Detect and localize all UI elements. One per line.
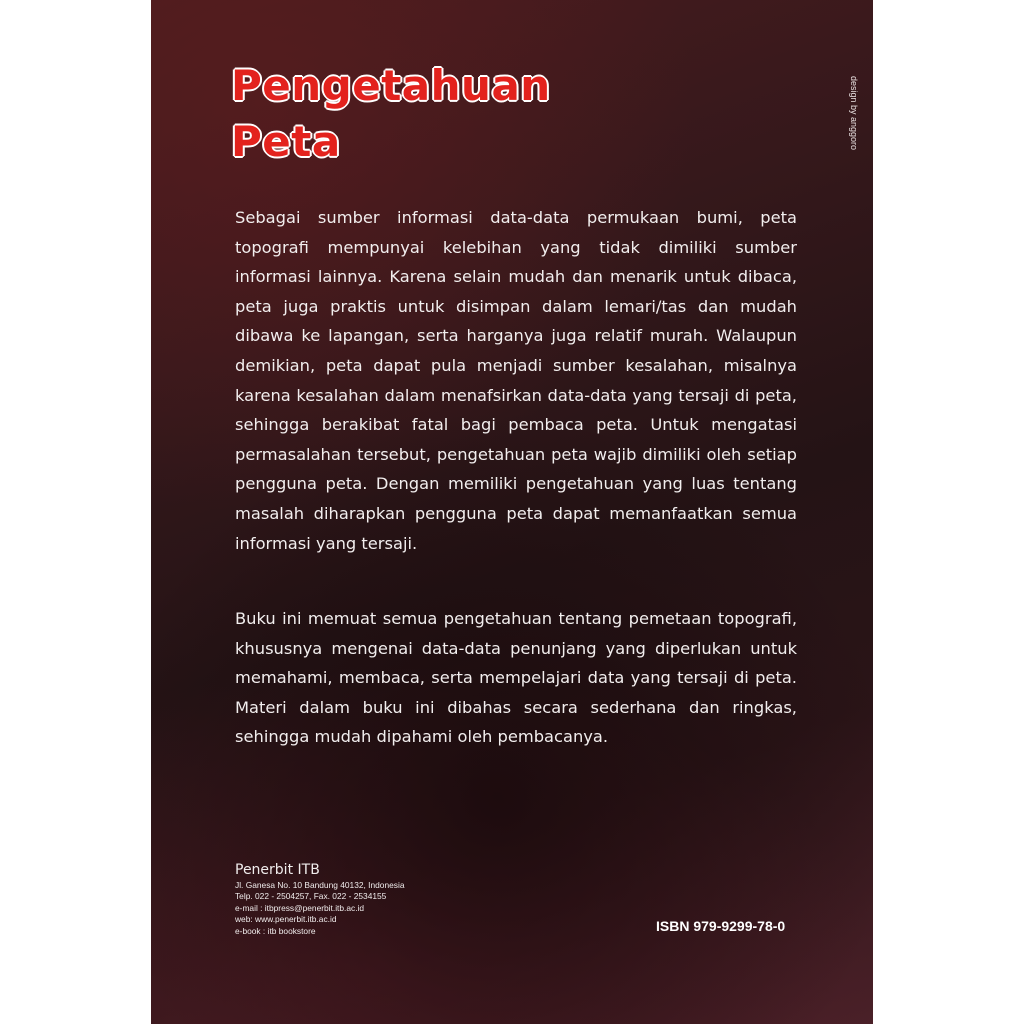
book-title-line-2: Peta	[231, 117, 341, 166]
publisher-name: Penerbit ITB	[235, 862, 320, 878]
isbn-number: ISBN 979-9299-78-0	[656, 918, 786, 934]
book-title-line-1: Pengetahuan	[231, 61, 551, 110]
book-back-cover	[151, 0, 873, 1024]
publisher-email: e-mail : itbpress@penerbit.itb.ac.id	[235, 902, 365, 913]
book-title	[231, 58, 551, 170]
publisher-address: Jl. Ganesa No. 10 Bandung 40132, Indonesia	[235, 880, 405, 890]
blurb-paragraph-2: Buku ini memuat semua pengetahuan tentang pemetaan topografi, khususnya mengenai data-data penunjang yang diperlukan untuk memahami, membaca, serta mempelajari data yang tersaji di peta. Materi dalam buku ini dibahas secara sederhana dan ringkas, sehingga mudah dipahami oleh pembacanya.	[235, 609, 797, 747]
publisher-phone: Telp. 022 - 2504257, Fax. 022 - 2534155	[235, 891, 387, 902]
publisher-web: web: www.penerbit.itb.ac.id	[235, 914, 337, 925]
blurb-paragraph-1: Sebagai sumber informasi data-data permukaan bumi, peta topografi mempunyai kelebihan yang tidak dimiliki sumber informasi lainnya. Karena selain mudah dan menarik untuk dibaca, peta juga praktis untuk disimpan dalam lemari/tas dan mudah dibawa ke lapangan, serta harganya juga relatif murah. Walaupun demikian, peta dapat pula menjadi sumber kesalahan, misalnya karena kesalahan dalam menafsirkan data-data yang tersaji di peta, sehingga berakibat fatal bagi pembaca peta. Untuk mengatasi permasalahan tersebut, pengetahuan peta wajib dimiliki oleh setiap pengguna peta. Dengan memiliki pengetahuan yang luas tentang masalah diharapkan pengguna peta dapat memanfaatkan semua informasi yang tersaji.	[235, 208, 797, 553]
designer-credit: design by anggoro	[849, 76, 859, 151]
publisher-ebook: e-book : itb bookstore	[235, 925, 316, 936]
publisher-info	[235, 860, 405, 937]
